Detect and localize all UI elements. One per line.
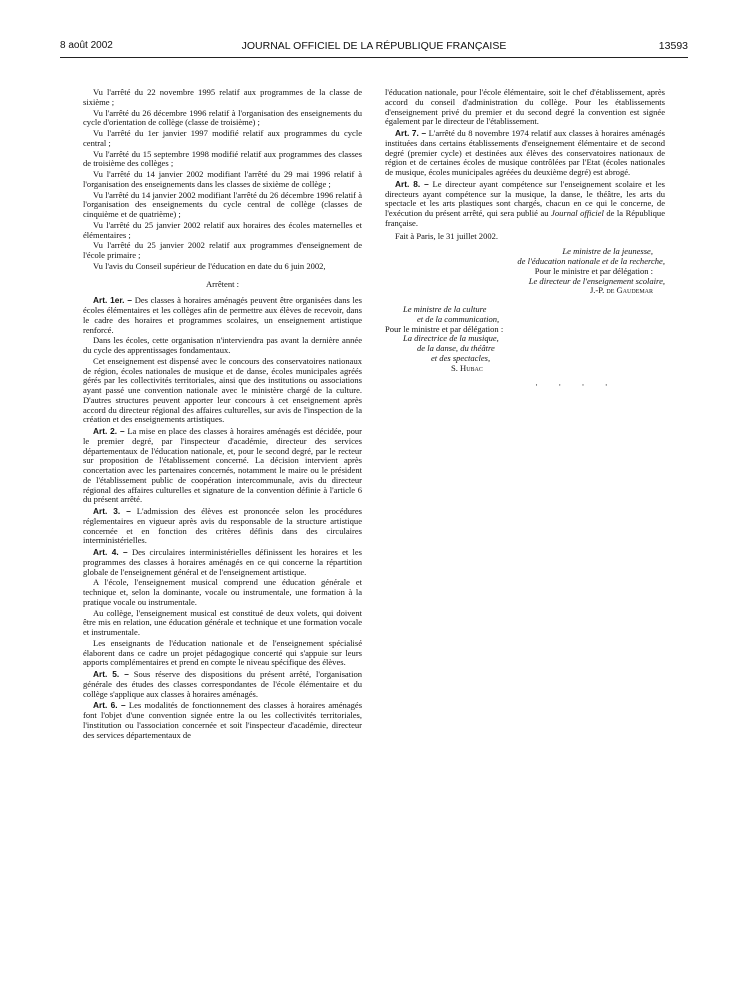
article-text: Des circulaires interministérielles définissent les horaires et les programmes des classes à horaires aménagés en ce qui concerne la répartition globale de l'enseignement général et de l'enseignement artistique. xyxy=(83,547,363,577)
article-text: La mise en place des classes à horaires aménagés est décidée, pour le premier degré, par l'inspecteur d'académie, directeur des services départementaux de l'éducation nationale, et, pour le second degré, par le recteur sur proposition de l'établissement concerné. La décision intervient après concertation avec les partenaires concernés, notamment le maire ou le président de l'établissement public de coopération intercommunale, avis du directeur régional des affaires culturelles et signature de la convention définie à l'article 6 du présent arrêté. xyxy=(83,426,362,505)
signatory-title: et de la communication, xyxy=(417,313,500,324)
vu-clause: Vu l'arrêté du 1er janvier 1997 modifié relatif aux programmes du cycle central ; xyxy=(83,128,362,148)
header-rule xyxy=(60,57,688,58)
article-label: Art. 4. – xyxy=(93,547,128,557)
paragraph: Les enseignants de l'éducation nationale et de l'enseignement spécialisé élaborent dans ce cadre un projet pédagogique concerté qui s'appuie sur leurs apports complémentaires et prend en compte le niveau spécifique des élèves. xyxy=(83,637,362,668)
vu-clause: Vu l'avis du Conseil supérieur de l'éducation en date du 6 juin 2002, xyxy=(93,260,326,271)
page-header xyxy=(60,40,688,56)
arretent-heading: Arrêtent : xyxy=(206,278,239,289)
signatory-title: et des spectacles, xyxy=(431,352,491,363)
article-4 xyxy=(83,548,362,577)
article-1 xyxy=(83,296,362,335)
article-3 xyxy=(83,507,362,546)
signatory-title: Le ministre de la culture xyxy=(403,304,487,314)
issue-date: 8 août 2002 xyxy=(60,40,113,51)
paragraph: Dans les écoles, cette organisation n'interviendra pas avant la dernière année du cycle des apprentissages fondamentaux. xyxy=(83,335,362,355)
date-place: Fait à Paris, le 31 juillet 2002. xyxy=(395,230,499,241)
paragraph: Au collège, l'enseignement musical est constitué de deux volets, qui doivent être mis en relation, une éducation générale et technique et une formation vocale et instrumentale. xyxy=(83,607,362,637)
vu-clause: Vu l'arrêté du 25 janvier 2002 relatif aux horaires des écoles maternelles et élémentaires ; xyxy=(83,219,362,240)
vu-clause: Vu l'arrêté du 22 novembre 1995 relatif aux programmes de la classe de sixième ; xyxy=(83,87,362,107)
article-label: Art. 7. – xyxy=(395,128,427,138)
article-text: Le directeur ayant compétence sur l'enseignement scolaire et les directeurs ayant compétence sur la musique, la danse, le théâtre, les arts du spectacle et les arts plastiques sont chargés, chacun en ce qui le concerne, de l'exécution du présent arrêté, qui sera publié au xyxy=(385,178,665,218)
section-separator: · · · · xyxy=(535,380,617,391)
article-text: Les modalités de fonctionnement des classes à horaires aménagés font l'objet d'une convention signée entre la ou les collectivités territoriales, l'institution ou l'association concernée et soit l'inspecteur d'académie, directeur des services départementaux de xyxy=(83,700,363,740)
paragraph: l'éducation nationale, pour l'école élémentaire, soit le chef d'établissement, après accord du conseil d'administration du collège. Pour les établissements d'enseignement privé du premier et du second degré la convention est signée également par le directeur de l'établissement. xyxy=(385,87,665,127)
signatory-title: Le directeur de l'enseignement scolaire, xyxy=(528,275,665,286)
delegation-line: Pour le ministre et par délégation : xyxy=(385,323,504,334)
article-6 xyxy=(83,701,362,740)
vu-clause: Vu l'arrêté du 14 janvier 2002 modifiant l'arrêté du 29 mai 1996 relatif à l'organisation des enseignements dans les classes de sixième de collège ; xyxy=(83,169,362,189)
signatory-title: Le ministre de la jeunesse, xyxy=(562,246,653,257)
article-text: L'admission des élèves est prononcée selon les procédures réglementaires en vigueur après avis du responsable de la structure artistique concernée et en fonction des critères définis dans des circulaires interministérielles. xyxy=(83,506,362,546)
vu-clause: Vu l'arrêté du 15 septembre 1998 modifié relatif aux programmes des classes de troisième des collèges ; xyxy=(83,148,362,169)
article-label: Art. 8. – xyxy=(395,178,429,189)
signature-block-education xyxy=(385,247,665,296)
journal-title: JOURNAL OFFICIEL DE LA RÉPUBLIQUE FRANÇAISE xyxy=(241,40,507,52)
journal-officiel-italic: Journal officiel xyxy=(551,208,604,218)
delegation-line: Pour le ministre et par délégation : xyxy=(534,265,653,276)
vu-clause: Vu l'arrêté du 14 janvier 2002 modifiant l'arrêté du 26 décembre 1996 relatif à l'organisation des enseignements du cycle central de collège (classes de cinquième et de quatrième) ; xyxy=(83,189,362,219)
vu-clause: Vu l'arrêté du 25 janvier 2002 relatif aux programmes d'enseignement de l'école primaire ; xyxy=(83,240,362,260)
signatory-title: de la danse, du théâtre xyxy=(417,343,495,353)
vu-clause: Vu l'arrêté du 26 décembre 1996 relatif à l'organisation des enseignements du cycle d'orientation de collège (classe de troisième) ; xyxy=(83,107,362,128)
article-label: Art. 2. – xyxy=(93,426,125,436)
left-column xyxy=(83,88,362,741)
article-5 xyxy=(83,670,362,699)
signature-block-culture xyxy=(385,304,665,373)
article-text-end: de la République française. xyxy=(385,208,665,228)
paragraph: A l'école, l'enseignement musical comprend une éducation générale et technique et, selon la dominante, vocale ou instrumentale, une formation à la pratique vocale ou instrumentale. xyxy=(83,577,362,607)
article-7 xyxy=(385,129,665,178)
article-label: Art. 5. – xyxy=(93,669,129,679)
signatory-title: de l'éducation nationale et de la recherche, xyxy=(517,256,665,266)
signatory-title: La directrice de la musique, xyxy=(403,333,499,344)
signatory-name: S. Hubac xyxy=(451,362,483,373)
article-label: Art. 1er. – xyxy=(93,295,132,306)
article-text: L'arrêté du 8 novembre 1974 relatif aux classes à horaires aménagés instituées dans certains établissements d'enseignement élémentaire et de second degré (premier cycle) et destinées aux élèves des conservatoires nationaux de région et de certaines écoles de musique contrôlées par l'Etat (écoles nationales de musique, écoles municipales agréées du deuxième degré) est abrogé. xyxy=(385,128,665,177)
article-8 xyxy=(385,180,665,229)
article-label: Art. 3. – xyxy=(93,506,131,516)
article-text: Des classes à horaires aménagés peuvent être organisées dans les écoles élémentaires et les collèges afin de permettre aux élèves de recevoir, dans le cadre des horaires et programmes scolaires, un enseignement artistique renforcé. xyxy=(83,295,363,335)
paragraph: Cet enseignement est dispensé avec le concours des conservatoires nationaux de région, écoles nationales de musique et de danse, écoles municipales agréés gérés par les collectivités territoriales, ainsi que des institutions ou associations ayant passé une convention nationale avec le ministère chargé de la culture. D'autres structures peuvent apporter leur concours à cet enseignement après accord du directeur régional des affaires culturelles, sur avis de l'inspection de la création et des enseignements artistiques. xyxy=(83,355,362,425)
right-column xyxy=(385,88,665,391)
article-2 xyxy=(83,427,362,505)
page-number: 13593 xyxy=(658,40,688,52)
signatory-name: J.-P. de Gaudemar xyxy=(589,285,653,296)
article-label: Art. 6. – xyxy=(93,700,126,711)
article-text: Sous réserve des dispositions du présent arrêté, l'organisation générale des études des classes correspondantes de l'école élémentaire et du collège s'applique aux classes à horaires aménagés. xyxy=(83,669,362,699)
